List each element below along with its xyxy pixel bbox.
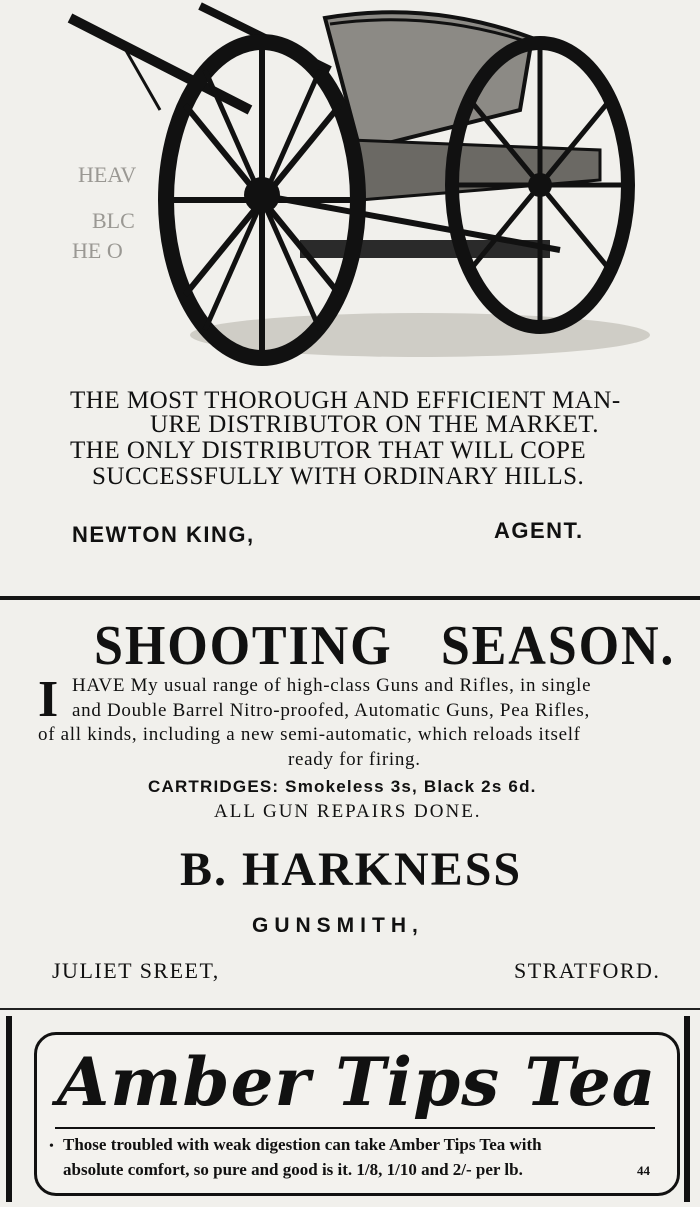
svg-text:HE O: HE O bbox=[72, 238, 123, 263]
body-line: ready for firing. bbox=[288, 749, 421, 770]
town-name: STRATFORD. bbox=[514, 958, 661, 983]
bullet-icon: • bbox=[49, 1139, 54, 1154]
tea-advert-box bbox=[34, 1032, 680, 1196]
proprietor-name: B. HARKNESS bbox=[180, 843, 523, 896]
agent-role: AGENT. bbox=[494, 518, 584, 543]
body-line: of all kinds, including a new semi-automatic, which reloads itself bbox=[38, 724, 581, 745]
advert-line: THE ONLY DISTRIBUTOR THAT WILL COPE bbox=[70, 437, 587, 464]
headline bbox=[94, 614, 675, 678]
tagline: absolute comfort, so pure and good is it. 1/8, 1/10 and 2/- per lb. bbox=[63, 1160, 523, 1179]
agent-name: NEWTON KING, bbox=[72, 522, 255, 547]
body-line: and Double Barrel Nitro-proofed, Automatic Guns, Pea Rifles, bbox=[72, 700, 590, 721]
tea-advert bbox=[0, 1010, 700, 1207]
advert-line: THE MOST THOROUGH AND EFFICIENT MAN- bbox=[70, 387, 621, 414]
advert-line: URE DISTRIBUTOR ON THE MARKET. bbox=[150, 411, 600, 438]
tagline: Those troubled with weak digestion can take Amber Tips Tea with bbox=[63, 1135, 542, 1154]
trade-title: GUNSMITH, bbox=[252, 914, 424, 937]
manure-distributor-advert bbox=[0, 0, 700, 596]
repairs-note: ALL GUN REPAIRS DONE. bbox=[214, 801, 482, 822]
tea-brand-name: Amber Tips Tea bbox=[57, 1043, 657, 1121]
headline-word: SEASON. bbox=[440, 615, 676, 677]
advert-line: SUCCESSFULLY WITH ORDINARY HILLS. bbox=[92, 463, 585, 490]
brand-underline bbox=[55, 1127, 655, 1129]
svg-text:HEAV: HEAV bbox=[78, 162, 137, 187]
manure-distributor-illustration bbox=[0, 0, 700, 380]
advert-number: 44 bbox=[637, 1163, 650, 1178]
drop-cap: I bbox=[38, 671, 59, 728]
body-line: HAVE My usual range of high-class Guns and Rifles, in single bbox=[72, 675, 592, 696]
svg-text:BLC: BLC bbox=[92, 208, 135, 233]
street-address: JULIET SREET, bbox=[52, 958, 220, 983]
headline-word: SHOOTING bbox=[94, 615, 393, 677]
gunsmith-advert bbox=[0, 600, 700, 1010]
cartridge-prices: CARTRIDGES: Smokeless 3s, Black 2s 6d. bbox=[148, 777, 537, 796]
